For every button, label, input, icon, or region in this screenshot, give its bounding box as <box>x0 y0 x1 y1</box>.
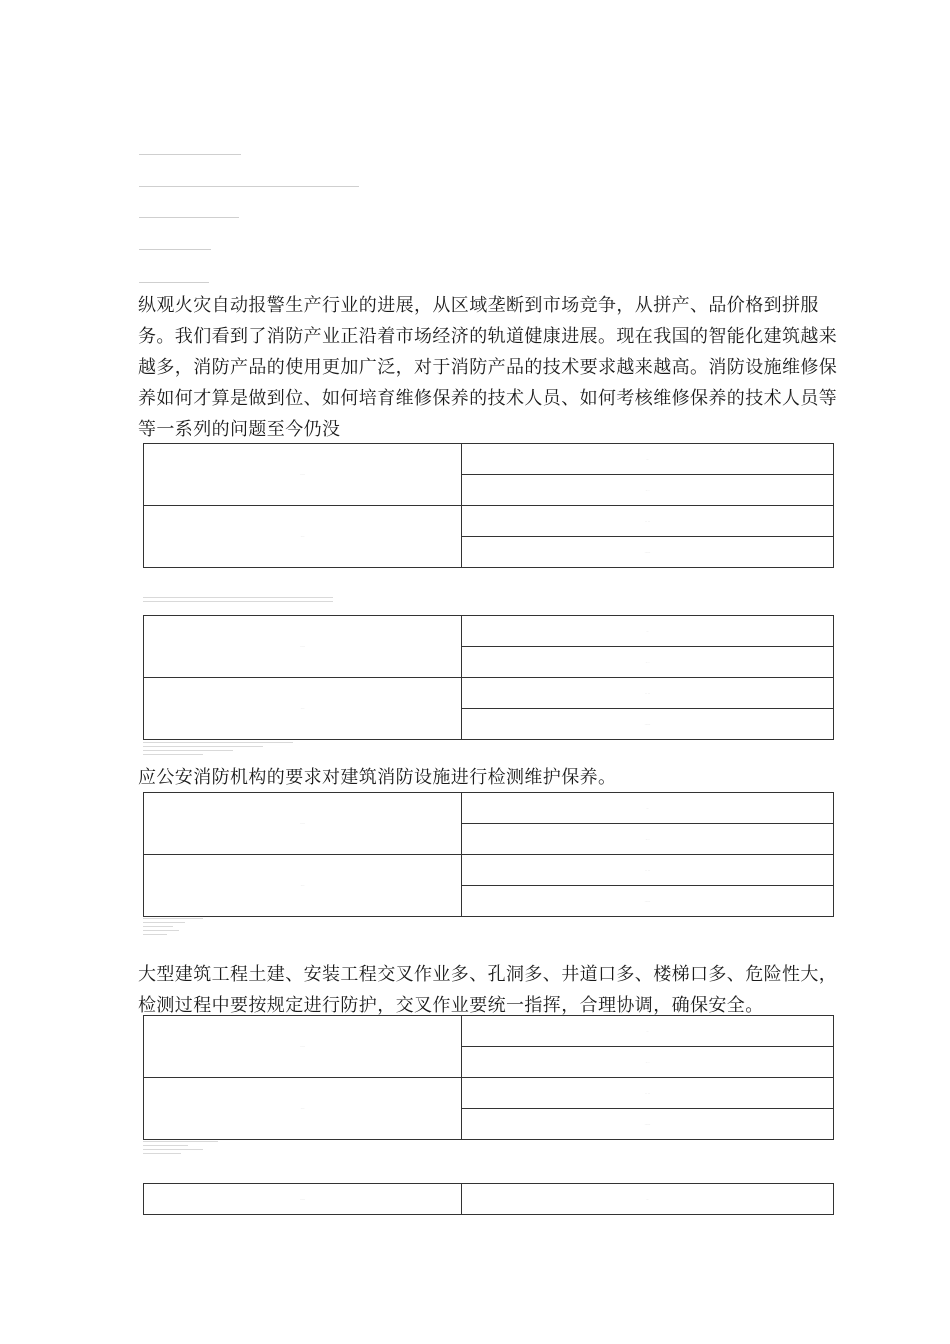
table-cell: ······ <box>462 886 834 917</box>
table-cell: ···· <box>144 506 462 568</box>
table-cell: ······ <box>462 537 834 568</box>
table-cell: ·· ·· <box>462 1078 834 1109</box>
table-cell: ·· <box>462 1016 834 1047</box>
form-table <box>143 792 834 917</box>
faint-text-line <box>139 186 359 187</box>
table-cell: ···· <box>144 1078 462 1140</box>
table-cell: ······ <box>462 1109 834 1140</box>
paragraph-intro: 纵观火灾自动报警生产行业的进展，从区域垄断到市场竞争，从拼产、品价格到拼服务。我们看到了消防产业正沿着市场经济的轨道健康进展。现在我国的智能化建筑越来越多，消防产品的使用更加广泛，对于消防产品的技术要求越来越高。消防设施维修保养如何才算是做到位、如何培育维修保养的技术人员、如何考核维修保养的技术人员等等一系列的问题至今仍没 <box>138 295 838 440</box>
faint-text-line <box>139 217 239 218</box>
table-cell: ······ <box>462 709 834 740</box>
table-cell: ·· <box>462 793 834 824</box>
table-cell: ·· · <box>462 1047 834 1078</box>
table-cell: ·· ·· <box>462 678 834 709</box>
table-cell: ·· <box>462 616 834 647</box>
form-table <box>143 1183 834 1215</box>
table-cell: ···· <box>144 678 462 740</box>
form-table <box>143 615 834 740</box>
faint-text-line <box>139 249 211 250</box>
faint-note <box>143 597 333 605</box>
table-cell: ·· · <box>462 647 834 678</box>
faint-text-line <box>139 154 241 155</box>
table-cell: ····· <box>144 1184 462 1215</box>
table-cell: ····· <box>144 616 462 678</box>
table-cell: ···· <box>144 855 462 917</box>
form-table <box>143 443 834 568</box>
table-cell: ·· <box>462 444 834 475</box>
table-cell: ····· <box>144 1016 462 1078</box>
table-cell: ·· ·· <box>462 855 834 886</box>
table-cell: ·· <box>462 1184 834 1215</box>
table-cell: ····· <box>144 793 462 855</box>
form-table <box>143 1015 834 1140</box>
faint-note <box>143 918 203 938</box>
faint-note <box>143 1141 218 1157</box>
faint-note <box>143 742 293 758</box>
paragraph-safety: 大型建筑工程土建、安装工程交叉作业多、孔洞多、井道口多、楼梯口多、危险性大，检测过程中要按规定进行防护，交叉作业要统一指挥，合理协调，确保安全。 <box>138 964 838 1016</box>
table-cell: ·· · <box>462 824 834 855</box>
table-cell: ····· <box>144 444 462 506</box>
table-cell: ·· ·· <box>462 506 834 537</box>
paragraph-requirement: 应公安消防机构的要求对建筑消防设施进行检测维护保养。 <box>138 767 617 788</box>
table-cell: ·· · <box>462 475 834 506</box>
faint-text-line <box>139 282 209 283</box>
